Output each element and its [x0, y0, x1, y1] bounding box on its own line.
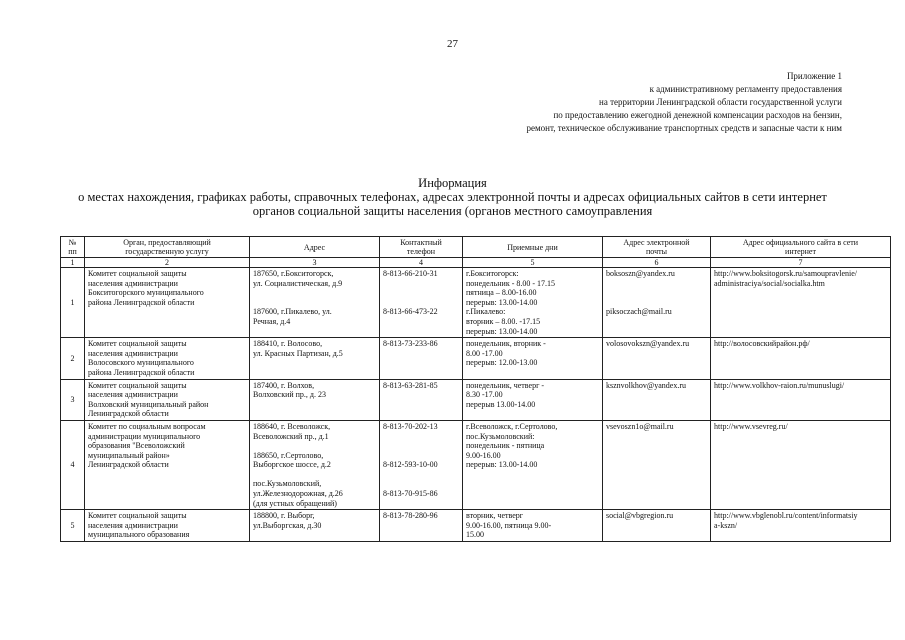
days-cell: вторник, четверг 9.00-16.00, пятница 9.00- 15.00: [463, 510, 603, 542]
site-cell: [711, 338, 891, 379]
email-cell: [603, 268, 711, 338]
row-number: 3: [61, 379, 85, 420]
email-link[interactable]: volosovokszn@yandex.ru: [606, 339, 690, 349]
heading-line: органов социальной защиты населения (органов местного самоуправления: [252, 204, 653, 218]
email-cell: [603, 420, 711, 509]
column-number-row: [61, 258, 891, 268]
column-number: 3: [250, 258, 380, 268]
site-link[interactable]: http://www.vsevreg.ru/: [714, 421, 788, 431]
header-cell-no: № пп: [61, 237, 85, 258]
email-cell: [603, 510, 711, 542]
heading-line: о местах нахождения, графиках работы, справочных телефонах, адресах электронной почты и адресах официальных сайтов в сети интернет: [78, 190, 827, 204]
header-cell-site: Адрес официального сайта в сети интернет: [711, 237, 891, 258]
header-cell-email: Адрес электронной почты: [603, 237, 711, 258]
row-number: 2: [61, 338, 85, 379]
email-link[interactable]: piksoczach@mail.ru: [606, 307, 672, 317]
table-row: [61, 338, 891, 379]
appendix-note: [526, 70, 842, 135]
address-cell: 188410, г. Волосово, ул. Красных Партизан, д.5: [250, 338, 380, 379]
days-cell: понедельник, четверг - 8.30 -17.00 перерыв 13.00-14.00: [463, 379, 603, 420]
email-link[interactable]: boksoszn@yandex.ru: [606, 269, 675, 278]
address-cell: 188800, г. Выборг, ул.Выборгская, д.30: [250, 510, 380, 542]
table-row: [61, 379, 891, 420]
site-cell: [711, 379, 891, 420]
site-cell: [711, 268, 891, 338]
heading-title: Информация: [418, 176, 487, 190]
days-cell: г.Всеволожск, г.Сертолово, пос.Кузьмоловский: понедельник - пятница 9.00-16.00 перерыв: 13.00-14.00: [463, 420, 603, 509]
site-cell: [711, 510, 891, 542]
page-number: 27: [447, 38, 458, 50]
column-number: 6: [603, 258, 711, 268]
site-link[interactable]: a-kszn/: [714, 520, 738, 530]
address-cell: 187650, г.Бокситогорск, ул. Социалистическая, д.9 187600, г.Пикалево, ул. Речная, д.4: [250, 268, 380, 338]
appendix-line: ремонт, техническое обслуживание транспортных средств и запасные части к ним: [526, 123, 842, 133]
org-cell: Комитет по социальным вопросам администрации муниципального образования "Всеволожский муниципальный район» Ленинградской области: [85, 420, 250, 509]
row-number: 1: [61, 268, 85, 338]
org-cell: Комитет социальной защиты населения администрации Волховский муниципальный район Ленинградской области: [85, 379, 250, 420]
column-number: 1: [61, 258, 85, 268]
email-cell: [603, 338, 711, 379]
email-link[interactable]: social@vbgregion.ru: [606, 511, 674, 521]
site-link[interactable]: http://www.vbglenobl.ru/content/informatsiy: [714, 511, 858, 521]
address-cell: 188640, г. Всеволожск, Всеволожский пр., д.1 188650, г.Сертолово, Выборгское шоссе, д.2 пос.Кузьмоловский, ул.Железнодорожная, д.26 (для устных обращений): [250, 420, 380, 509]
document-heading: [0, 176, 905, 218]
org-cell: Комитет социальной защиты населения администрации Бокситогорского муниципального района Ленинградской области: [85, 268, 250, 338]
header-cell-org: Орган, предоставляющий государственную услугу: [85, 237, 250, 258]
appendix-line: по предоставлению ежегодной денежной компенсации расходов на бензин,: [553, 110, 842, 120]
site-cell: [711, 420, 891, 509]
days-cell: понедельник, вторник - 8.00 -17.00 перерыв: 12.00-13.00: [463, 338, 603, 379]
phone-cell: 8-813-66-210-31 8-813-66-473-22: [380, 268, 463, 338]
table-row: [61, 510, 891, 542]
org-cell: Комитет социальной защиты населения администрации муниципального образования: [85, 510, 250, 542]
table-row: [61, 268, 891, 338]
phone-cell: 8-813-73-233-86: [380, 338, 463, 379]
email-cell: [603, 379, 711, 420]
table-row: [61, 420, 891, 509]
phone-cell: 8-813-63-281-85: [380, 379, 463, 420]
appendix-line: на территории Ленинградской области государственной услуги: [599, 97, 842, 107]
column-number: 2: [85, 258, 250, 268]
site-link[interactable]: http://www.volkhov-raion.ru/munuslugi/: [714, 380, 845, 390]
info-table: [60, 236, 891, 542]
site-link[interactable]: http://волосовскийрайон.рф/: [714, 339, 810, 349]
column-number: 7: [711, 258, 891, 268]
phone-cell: 8-813-78-280-96: [380, 510, 463, 542]
email-link[interactable]: vsevoszn1o@mail.ru: [606, 421, 674, 431]
column-number: 5: [463, 258, 603, 268]
row-number: 5: [61, 510, 85, 542]
header-row: [61, 237, 891, 258]
site-link[interactable]: http://www.boksitogorsk.ru/samoupravlenie/: [714, 269, 858, 278]
row-number: 4: [61, 420, 85, 509]
column-number: 4: [380, 258, 463, 268]
header-cell-address: Адрес: [250, 237, 380, 258]
phone-cell: 8-813-70-202-13 8-812-593-10-00 8-813-70-915-86: [380, 420, 463, 509]
days-cell: г.Бокситогорск: понедельник - 8.00 - 17.15 пятница – 8.00-16.00 перерыв: 13.00-14.00 г.Пикалево: вторник – 8.00. -17.15 перерыв: 13.00-14.00: [463, 268, 603, 338]
email-link[interactable]: ksznvolkhov@yandex.ru: [606, 380, 687, 390]
appendix-line: Приложение 1: [786, 71, 842, 81]
address-cell: 187400, г. Волхов, Волховский пр., д. 23: [250, 379, 380, 420]
site-link[interactable]: administraciya/social/socialka.htm: [714, 278, 825, 288]
header-cell-phone: Контактный телефон: [380, 237, 463, 258]
header-cell-days: Приемные дни: [463, 237, 603, 258]
appendix-line: к административному регламенту предоставления: [649, 84, 842, 94]
org-cell: Комитет социальной защиты населения администрации Волосовского муниципального района Ленинградской области: [85, 338, 250, 379]
